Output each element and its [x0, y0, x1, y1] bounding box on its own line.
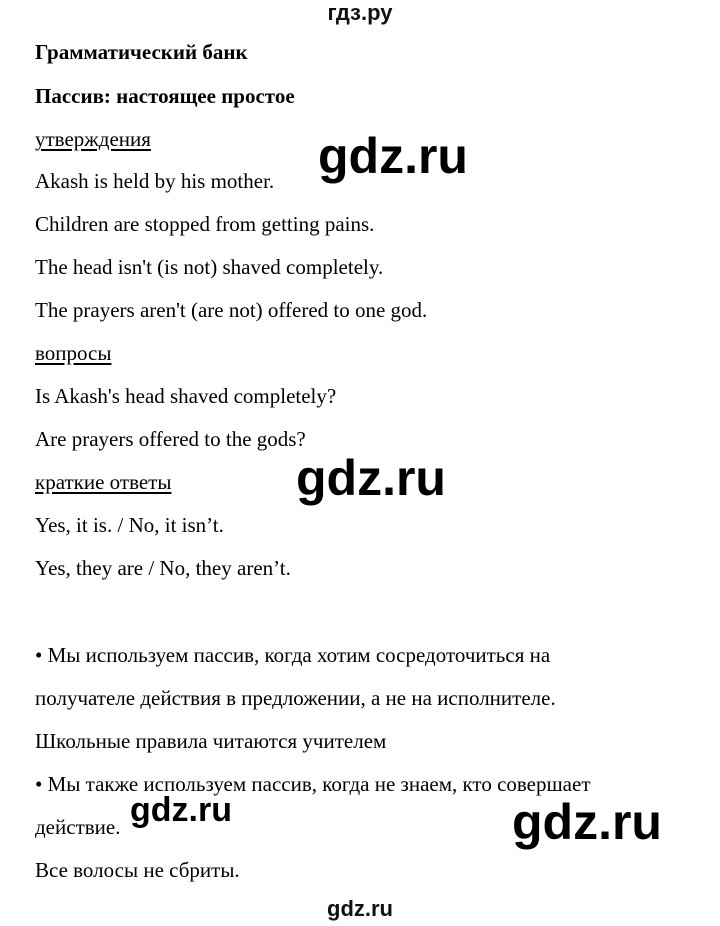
watermark: gdz.ru — [512, 794, 662, 850]
affirmative-sentence: Akash is held by his mother. — [35, 169, 275, 193]
header-site-label: гдз.ру — [327, 0, 393, 25]
note-line: Школьные правила читаются учителем — [35, 729, 387, 753]
note-line: действие. — [35, 815, 121, 839]
watermark: gdz.ru — [130, 791, 232, 829]
questions-heading: вопросы — [35, 341, 112, 365]
short-answer: Yes, it is. / No, it isn’t. — [35, 513, 224, 537]
note-line: получателе действия в предложении, а не на исполнителе. — [35, 686, 556, 710]
section-subtitle: Пассив: настоящее простое — [35, 84, 295, 108]
question-sentence: Are prayers offered to the gods? — [35, 427, 306, 451]
note-line: • Мы также используем пассив, когда не знаем, кто совершает — [35, 772, 591, 796]
footer-site-label: gdz.ru — [327, 896, 393, 921]
affirmative-sentence: Children are stopped from getting pains. — [35, 212, 375, 236]
watermark: gdz.ru — [318, 128, 468, 184]
page-title: Грамматический банк — [35, 40, 248, 64]
affirmative-heading: утверждения — [35, 127, 151, 151]
short-answers-heading: краткие ответы — [35, 470, 172, 494]
note-line: Все волосы не сбриты. — [35, 858, 240, 882]
question-sentence: Is Akash's head shaved completely? — [35, 384, 337, 408]
affirmative-sentence: The head isn't (is not) shaved completely. — [35, 255, 384, 279]
note-line: • Мы используем пассив, когда хотим сосредоточиться на — [35, 643, 551, 667]
affirmative-sentence: The prayers aren't (are not) offered to one god. — [35, 298, 428, 322]
watermark: gdz.ru — [296, 450, 446, 506]
short-answer: Yes, they are / No, they aren’t. — [35, 556, 291, 580]
